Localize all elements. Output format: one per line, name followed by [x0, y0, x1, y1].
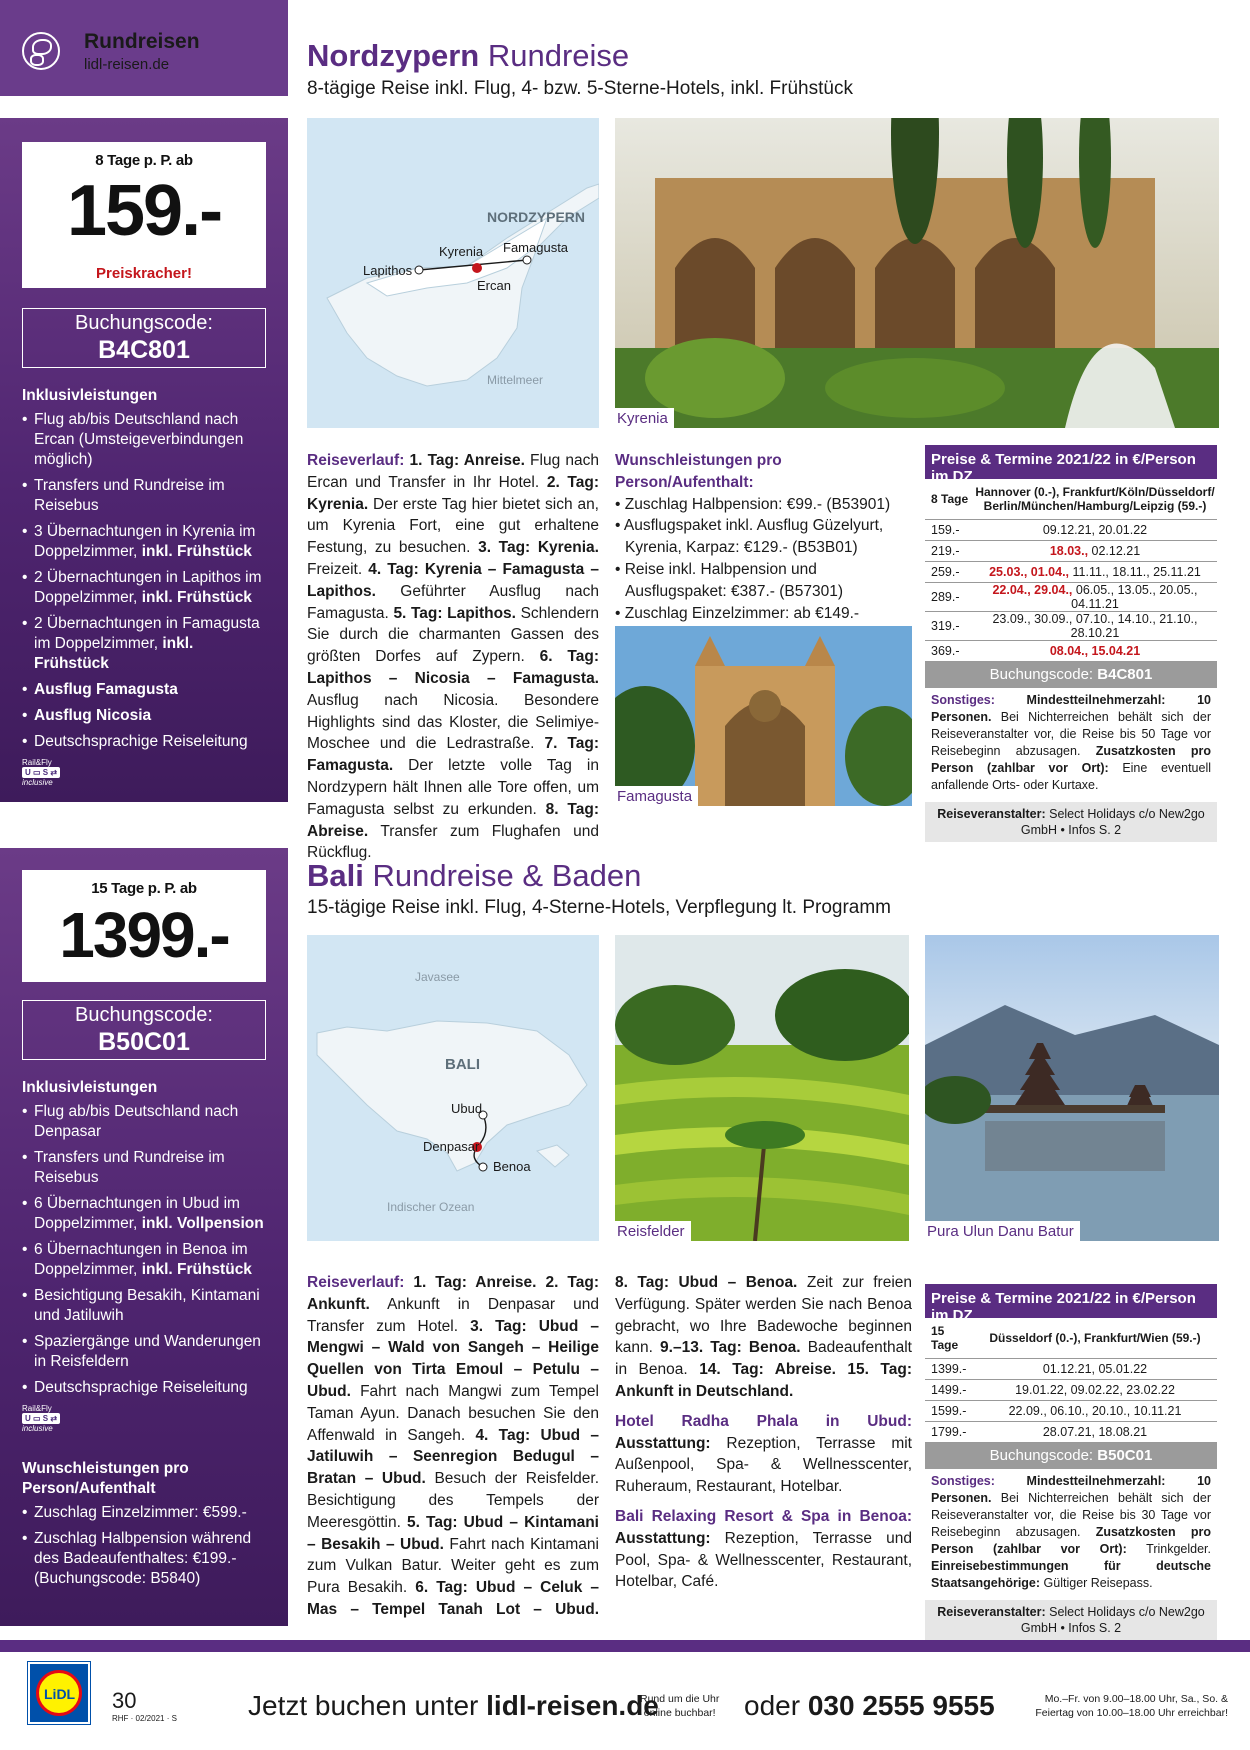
table-row: 1799.- 28.07.21, 18.08.21: [925, 1421, 1217, 1442]
list-item: • Ausflug Famagusta: [22, 680, 272, 700]
trip2-price: 1399.-: [59, 899, 229, 971]
trip2-booking-code: [22, 1000, 266, 1060]
railfly-logo: Rail&Fly U ▭ S ⇄ inclusive: [22, 758, 272, 787]
trip1-map: [307, 118, 599, 428]
booking-code-bar: Buchungscode: B50C01: [925, 1443, 1217, 1469]
map-label: Ercan: [477, 278, 511, 293]
list-item: • Transfers und Rundreise im Reisebus: [22, 476, 272, 516]
railfly-logo: Rail&Fly U ▭ S ⇄ inclusive: [22, 1404, 272, 1433]
rice-terraces-image: [615, 935, 909, 1241]
trip2-itinerary-cont: 8. Tag: Ubud – Benoa. Zeit zur freien Verfügung. Später werden Sie nach Benoa gebracht, wo Ihre Badewoche beginnen kann. 9.–13. Tag: Benoa. Badeaufenthalt in Benoa. 14. Tag: Abreise. 15. Tag: Ankunft in Deutschland. Hotel Radha Phala in Ubud: Ausstattung: Rezeption, Terrasse mit Außenpool, Spa- & Wellnesscenter, Ruheraum, Restaurant, Hotelbar. Bali Relaxing Resort & Spa in Benoa: Ausstattung: Rezeption, Terrasse und Pool, Spa- & Wellnesscenter, Restaurant, Hotelbar, Café.: [615, 1272, 912, 1593]
table-header: Preise & Termine 2021/22 in €/Person im DZ: [925, 445, 1217, 479]
bali-map-icon: [307, 935, 599, 1241]
trip1-itinerary: Reiseverlauf: 1. Tag: Anreise. Flug nach Ercan und Transfer in Ihr Hotel. 2. Tag: Kyrenia. Der erste Tag hier bietet sich an, um Kyrenia Fort, eine gut erhaltene Festung, zu besuchen. 3. Tag: Kyrenia. Freizeit. 4. Tag: Kyrenia – Famagusta – Lapithos. Geführter Ausflug nach Famagusta. 5. Tag: Lapithos. Schlendern Sie durch die charmanten Gassen des größten Dorfes auf Zypern. 6. Tag: Lapithos – Nicosia – Famagusta. Ausflug nach Nicosia. Besondere Highlights sind das Kloster, die Selimiye-Moschee und die Ledrastraße. 7. Tag: Famagusta. Der letzte volle Tag in Nordzypern hält Ihnen alle Tore offen, um Famagusta selbst zu erkunden. 8. Tag: Abreise. Transfer zum Flughafen und Rückflug.: [307, 452, 600, 862]
cyprus-map-icon: [307, 118, 599, 428]
trip2-price-label: 15 Tage p. P. ab: [91, 880, 197, 897]
hotel-ubud: Hotel Radha Phala in Ubud: Ausstattung: Rezeption, Terrasse mit Außenpool, Spa- & Wellnesscenter, Ruheraum, Restaurant, Hotelbar.: [615, 1412, 912, 1496]
trip2-itinerary: Reiseverlauf: 1. Tag: Anreise. 2. Tag: Ankunft. Ankunft in Denpasar und Transfer zum Hotel. 3. Tag: Ubud – Mengwi – Wald von Sangeh – Heilige Quellen von Tirta Emoul – Petulu – Ubud. Fahrt nach Mangwi zum Tempel Taman Ayun. Danach besuchen Sie den Affenwald in Sangeh. 4. Tag: Ubud – Jatiluwih – Seenregion Bedugul – Bratan – Ubud. Besuch der Reisfelder. Besichtigung des Tempels der Meeresgöttin. 5. Tag: Ubud – Kintamani – Besakih – Ubud. Fahrt nach Kintamani zum Vulkan Batur. Weiter geht es zum Pura Besakih. 6. Tag: Ubud – Celuk – Mas – Tempel Tanah Lot – Ubud.: [307, 1274, 599, 1618]
map-label: Benoa: [493, 1159, 531, 1174]
table-row: 1499.- 19.01.22, 09.02.22, 23.02.22: [925, 1379, 1217, 1400]
temple-image: [925, 935, 1219, 1241]
trip2-title: Bali Rundreise & Baden: [307, 858, 642, 893]
trip2-code: B50C01: [98, 1028, 190, 1056]
list-item: • Zuschlag Einzelzimmer: €599.-: [22, 1503, 272, 1523]
booking-code-bar: Buchungscode: B4C801: [925, 662, 1217, 688]
table-row: 1399.- 01.12.21, 05.01.22: [925, 1358, 1217, 1379]
list-item: • 2 Übernachtungen in Famagusta im Doppelzimmer, inkl. Frühstück: [22, 614, 272, 674]
online-note: Rund um die Uhr online buchbar!: [640, 1693, 720, 1719]
trip1-code-label: Buchungscode:: [75, 312, 213, 334]
trip2-subtitle: 15-tägige Reise inkl. Flug, 4-Sterne-Hotels, Verpflegung lt. Programm: [307, 897, 891, 918]
phone-number[interactable]: 030 2555 9555: [807, 1690, 995, 1721]
table-row: 259.- 25.03., 01.04., 11.11., 18.11., 25.11.21: [925, 561, 1217, 582]
trip1-misc: Sonstiges: Mindestteilnehmerzahl: 10 Personen. Bei Nichterreichen behält sich der Reiseveranstalter vor, die Reise bis 50 Tage vor Reisebeginn abzusagen. Zusatzkosten pro Person (zahlbar vor Ort): Eine eventuell anfallende Orts- oder Kurtaxe.: [931, 692, 1211, 792]
trip1-subtitle: 8-tägige Reise inkl. Flug, 4- bzw. 5-Sterne-Hotels, inkl. Frühstück: [307, 78, 853, 99]
trip2-code-label: Buchungscode:: [75, 1004, 213, 1026]
trip1-price-box: [22, 142, 266, 262]
list-item: • Zuschlag Halbpension während des Badeaufenthaltes: €199.- (Buchungscode: B5840): [22, 1529, 272, 1589]
table-row: 219.- 18.03., 02.12.21: [925, 540, 1217, 561]
trip1-photo-kyrenia: [615, 118, 1219, 428]
table-cell: Düsseldorf (0.-), Frankfurt/Wien (59.-): [973, 1318, 1217, 1358]
table-cell: 8 Tage: [925, 479, 973, 519]
table-row: 1599.- 22.09., 06.10., 20.10., 10.11.21: [925, 1400, 1217, 1421]
trip1-code: B4C801: [98, 336, 190, 364]
list-item: • Reise inkl. Halbpension und Ausflugspaket: €387.- (B57301): [615, 560, 843, 600]
trip1-badge: Preiskracher!: [22, 260, 266, 288]
footer-bar: [0, 1640, 1250, 1652]
table-row: 289.- 22.04., 29.04., 06.05., 13.05., 20.05., 04.11.21: [925, 582, 1217, 611]
trip2-photo-pura: [925, 935, 1219, 1241]
trip2-price-box: [22, 870, 266, 982]
map-label: BALI: [445, 1056, 480, 1073]
list-item: • Spaziergänge und Wanderungen in Reisfeldern: [22, 1332, 272, 1372]
trip2-misc: Sonstiges: Mindestteilnehmerzahl: 10 Personen. Bei Nichterreichen behält sich der Reiseveranstalter vor, die Reise bis 30 Tage vor Reisebeginn abzusagen. Zusatzkosten pro Person (zahlbar vor Ort): Trinkgelder. Einreisebestimmungen für deutsche Staatsangehörige: Gültiger Reisepass.: [931, 1473, 1212, 1590]
trip2-map: [307, 935, 599, 1241]
list-item: • Flug ab/bis Deutschland nach Ercan (Umsteigeverbindungen möglich): [22, 410, 272, 470]
trip1-price: 159.-: [66, 171, 222, 251]
list-item: • Zuschlag Einzelzimmer: ab €149.-: [615, 604, 860, 622]
map-label: Mittelmeer: [487, 373, 544, 387]
trip1-title: Nordzypern Rundreise: [307, 38, 630, 73]
list-item: • Deutschsprachige Reiseleitung: [22, 732, 272, 752]
photo-caption: Famagusta: [615, 786, 698, 806]
trip1-price-label: 8 Tage p. P. ab: [95, 152, 193, 169]
lidl-logo[interactable]: LiDL: [28, 1662, 90, 1724]
list-item: • 6 Übernachtungen in Ubud im Doppelzimmer, inkl. Vollpension: [22, 1194, 272, 1234]
section-title: Rundreisen: [84, 30, 200, 53]
table-cell: Hannover (0.-), Frankfurt/Köln/Düsseldorf/ Berlin/München/Hamburg/Leipzig (59.-): [973, 479, 1217, 519]
cathedral-image: [615, 626, 912, 806]
abbey-image: [615, 118, 1219, 428]
trip2-photo-reisfelder: [615, 935, 909, 1241]
trip2-extras-title: Wunschleistungen pro Person/Aufenthalt: [22, 1460, 189, 1497]
table-row: 369.- 08.04., 15.04.21: [925, 640, 1217, 661]
map-label: Javasee: [415, 970, 460, 984]
trip2-sidebar: [0, 848, 288, 1626]
trip2-inclusions: [22, 1078, 272, 1595]
trip1-price-table: [925, 445, 1217, 842]
list-item: • 3 Übernachtungen in Kyrenia im Doppelzimmer, inkl. Frühstück: [22, 522, 272, 562]
list-item: • Ausflug Nicosia: [22, 706, 272, 726]
cta: Jetzt buchen unter lidl-reisen.de: [248, 1690, 659, 1721]
table-cell: 15 Tage: [925, 1318, 973, 1358]
list-item: • Ausflugspaket inkl. Ausflug Güzelyurt, Kyrenia, Karpaz: €129.- (B53B01): [615, 517, 884, 557]
opening-hours: Mo.–Fr. von 9.00–18.00 Uhr, Sa., So. & Feiertag von 10.00–18.00 Uhr erreichbar!: [1035, 1693, 1228, 1719]
photo-caption: Pura Ulun Danu Batur: [925, 1221, 1080, 1241]
catalog-code: RHF · 02/2021 · S: [112, 1714, 177, 1723]
trip1-extras: Wunschleistungen pro Person/Aufenthalt: • Zuschlag Halbpension: €99.- (B53901) • Ausflugspaket inkl. Ausflug Güzelyurt, Kyrenia, Karpaz: €129.- (B53B01) • Reise inkl. Halbpension und Ausflugspaket: €387.- (B57301) • Zuschlag Einzelzimmer: ab €149.-: [615, 450, 912, 624]
trip2-price-table: [925, 1284, 1217, 1640]
page-number: 30: [112, 1688, 137, 1713]
list-item: • 6 Übernachtungen in Benoa im Doppelzimmer, inkl. Frühstück: [22, 1240, 272, 1280]
photo-caption: Kyrenia: [615, 408, 674, 428]
list-item: • Besichtigung Besakih, Kintamani und Jatiluwih: [22, 1286, 272, 1326]
list-item: • 2 Übernachtungen in Lapithos im Doppelzimmer, inkl. Frühstück: [22, 568, 272, 608]
trip1-sidebar: [0, 118, 288, 802]
section-url[interactable]: lidl-reisen.de: [84, 56, 170, 73]
trip2-organizer: Reiseveranstalter: Select Holidays c/o New2go GmbH • Infos S. 2: [925, 1600, 1217, 1640]
list-item: • Transfers und Rundreise im Reisebus: [22, 1148, 272, 1188]
table-header: Preise & Termine 2021/22 in €/Person im DZ: [925, 1284, 1217, 1318]
list-item: • Deutschsprachige Reiseleitung: [22, 1378, 272, 1398]
trip1-inclusions: [22, 386, 272, 787]
globe-icon: [22, 32, 60, 70]
map-label: Famagusta: [503, 240, 569, 255]
list-item: • Zuschlag Halbpension: €99.- (B53901): [615, 495, 891, 513]
trip2-inkl-title: Inklusivleistungen: [22, 1079, 158, 1096]
map-label: NORDZYPERN: [487, 209, 586, 225]
photo-caption: Reisfelder: [615, 1221, 691, 1241]
map-label: Ubud: [451, 1101, 483, 1116]
table-row: 159.- 09.12.21, 20.01.22: [925, 519, 1217, 540]
map-label: Kyrenia: [439, 244, 484, 259]
trip1-booking-code: [22, 308, 266, 368]
list-item: • Flug ab/bis Deutschland nach Denpasar: [22, 1102, 272, 1142]
trip1-organizer: Reiseveranstalter: Select Holidays c/o New2go GmbH • Infos S. 2: [925, 802, 1217, 842]
trip1-inkl-title: Inklusivleistungen: [22, 387, 158, 404]
hotel-benoa: Bali Relaxing Resort & Spa in Benoa: Ausstattung: Rezeption, Terrasse und Pool, Spa- & Wellnesscenter, Restaurant, Hotelbar, Café.: [615, 1507, 912, 1591]
map-label: Lapithos: [363, 263, 413, 278]
section-header: [0, 0, 288, 96]
trip1-photo-famagusta: [615, 626, 912, 806]
cta-url[interactable]: lidl-reisen.de: [486, 1690, 659, 1721]
map-label: Indischer Ozean: [387, 1200, 475, 1214]
table-row: 319.- 23.09., 30.09., 07.10., 14.10., 21.10., 28.10.21: [925, 611, 1217, 640]
phone-cta: oder 030 2555 9555: [744, 1690, 995, 1721]
map-label: Denpasar: [423, 1139, 480, 1154]
